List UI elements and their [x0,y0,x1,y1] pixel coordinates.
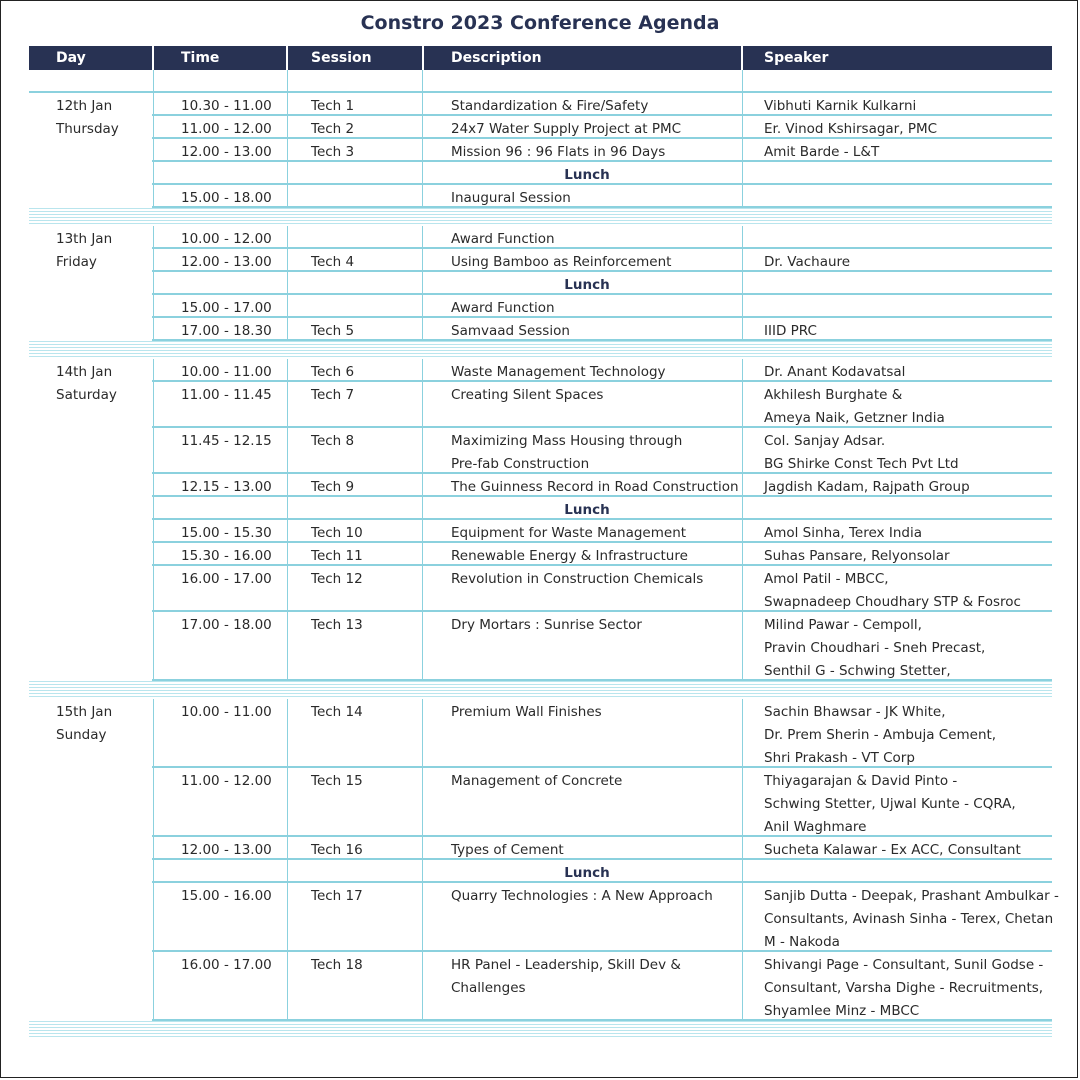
speaker-cell-line: Senthil G - Schwing Stetter, [764,663,951,679]
table-row [29,952,1052,1021]
lunch-row [29,497,1052,520]
description-cell [451,95,648,118]
speaker-cell [764,545,950,568]
lunch-label: Lunch [564,865,610,881]
description-cell-line: Inaugural Session [451,190,571,206]
description-cell-line: Equipment for Waste Management [451,525,687,541]
speaker-cell-line: Amit Barde - L&T [764,144,880,160]
description-cell-line: Using Bamboo as Reinforcement [451,254,672,270]
time-cell: 16.00 - 17.00 [181,957,272,973]
description-cell [451,118,681,141]
speaker-cell-line: Col. Sanjay Adsar. [764,433,886,449]
description-cell-line: Types of Cement [451,842,564,858]
time-cell: 17.00 - 18.00 [181,617,272,633]
table-row [29,543,1052,566]
time-cell: 11.00 - 11.45 [181,387,272,403]
session-cell: Tech 7 [311,387,355,403]
speaker-cell [764,384,945,430]
time-cell: 10.00 - 11.00 [181,704,272,720]
session-cell: Tech 3 [311,144,355,160]
table-row [29,382,1052,428]
table-row [29,295,1052,318]
lunch-label: Lunch [564,502,610,518]
speaker-cell [764,614,985,683]
time-cell: 11.00 - 12.00 [181,773,272,789]
description-cell [451,251,671,274]
description-cell-line: Award Function [451,300,555,316]
time-cell: 12.00 - 13.00 [181,842,272,858]
time-cell: 11.00 - 12.00 [181,121,272,137]
speaker-cell-line: Consultant, Varsha Dighe - Recruitments, [764,980,1044,996]
speaker-cell [764,839,1021,862]
speaker-cell-line: Dr. Vachaure [764,254,851,270]
time-cell: 10.00 - 11.00 [181,364,272,380]
speaker-cell-line: Er. Vinod Kshirsagar, PMC [764,121,938,137]
table-row [29,612,1052,681]
description-cell [451,954,681,1000]
day-weekday: Sunday [56,727,107,743]
day-separator [29,341,1052,359]
day-cell [29,95,153,141]
speaker-cell-line: Sucheta Kalawar - Ex ACC, Consultant [764,842,1021,858]
speaker-cell-line: Shyamlee Minz - MBCC [764,1003,920,1019]
speaker-cell-line: Anil Waghmare [764,819,867,835]
description-cell [451,701,602,724]
description-cell [451,476,739,499]
description-cell-line: The Guinness Record in Road Construction [451,479,739,495]
session-cell: Tech 18 [311,957,363,973]
table-row [29,428,1052,474]
speaker-cell [764,95,916,118]
description-cell [451,545,688,568]
table-row [29,318,1052,341]
day-weekday: Friday [56,254,97,270]
day-group [29,699,1059,1021]
description-cell [451,320,570,343]
session-cell: Tech 14 [311,704,363,720]
speaker-cell-line: Jagdish Kadam, Rajpath Group [764,479,970,495]
speaker-cell-line: Thiyagarajan & David Pinto - [764,773,958,789]
speaker-cell [764,568,1021,614]
time-cell: 15.00 - 16.00 [181,888,272,904]
description-cell [451,228,555,251]
lunch-label: Lunch [564,277,610,293]
day-cell [29,361,153,407]
day-weekday: Saturday [56,387,117,403]
session-cell: Tech 12 [311,571,363,587]
speaker-cell [764,118,937,141]
lunch-row [29,162,1052,185]
time-cell: 10.30 - 11.00 [181,98,272,114]
table-row [29,520,1052,543]
day-date: 15th Jan [56,704,113,720]
table-row [29,566,1052,612]
description-cell-line: Award Function [451,231,555,247]
time-cell: 15.30 - 16.00 [181,548,272,564]
session-cell: Tech 5 [311,323,355,339]
speaker-cell [764,701,996,770]
description-cell [451,885,713,908]
speaker-cell [764,251,850,274]
speaker-cell-line: IIID PRC [764,323,817,339]
speaker-cell-line: Amol Sinha, Terex India [764,525,922,541]
description-cell-line: Pre-fab Construction [451,456,590,472]
speaker-cell [764,954,1043,1023]
session-cell: Tech 15 [311,773,363,789]
description-cell-line: Challenges [451,980,526,996]
description-cell [451,568,703,591]
speaker-cell-line: BG Shirke Const Tech Pvt Ltd [764,456,959,472]
table-row [29,249,1052,272]
page-title: Constro 2023 Conference Agenda [360,12,720,34]
description-cell-line: Dry Mortars : Sunrise Sector [451,617,642,633]
speaker-cell-line: Swapnadeep Choudhary STP & Fosroc [764,594,1021,610]
description-cell [451,430,682,476]
speaker-cell-line: Shri Prakash - VT Corp [764,750,915,766]
speaker-cell-line: Suhas Pansare, Relyonsolar [764,548,950,564]
speaker-cell-line: Vibhuti Karnik Kulkarni [764,98,917,114]
header-description: Description [451,50,542,66]
speaker-cell [764,430,959,476]
speaker-cell-line: Pravin Choudhari - Sneh Precast, [764,640,986,656]
table-row [29,139,1052,162]
speaker-cell-line: Dr. Anant Kodavatsal [764,364,906,380]
time-cell: 15.00 - 17.00 [181,300,272,316]
description-cell-line: Standardization & Fire/Safety [451,98,649,114]
table-row [29,116,1052,139]
speaker-cell-line: Schwing Stetter, Ujwal Kunte - CQRA, [764,796,1016,812]
session-cell: Tech 11 [311,548,363,564]
table-row [29,226,1052,249]
time-cell: 11.45 - 12.15 [181,433,272,449]
speaker-cell [764,770,1016,839]
table-row [29,93,1052,116]
day-separator [29,208,1052,226]
description-cell [451,384,603,407]
description-cell [451,839,564,862]
day-date: 12th Jan [56,98,113,114]
session-cell: Tech 2 [311,121,355,137]
session-cell: Tech 17 [311,888,363,904]
table-body [29,70,1059,1039]
speaker-cell-line: Akhilesh Burghate & [764,387,903,403]
description-cell-line: Renewable Energy & Infrastructure [451,548,688,564]
time-cell: 15.00 - 18.00 [181,190,272,206]
speaker-cell-line: Milind Pawar - Cempoll, [764,617,922,633]
time-cell: 10.00 - 12.00 [181,231,272,247]
lunch-row [29,860,1052,883]
description-cell-line: Creating Silent Spaces [451,387,604,403]
day-separator [29,681,1052,699]
table-row [29,474,1052,497]
speaker-cell [764,476,970,499]
session-cell: Tech 13 [311,617,363,633]
day-cell [29,701,153,747]
session-cell: Tech 16 [311,842,363,858]
table-row [29,699,1052,768]
time-cell: 12.15 - 13.00 [181,479,272,495]
description-cell-line: Management of Concrete [451,773,623,789]
description-cell [451,297,555,320]
time-cell: 17.00 - 18.30 [181,323,272,339]
table-row [29,883,1059,952]
speaker-cell-line: Ameya Naik, Getzner India [764,410,945,426]
description-cell-line: Quarry Technologies : A New Approach [451,888,713,904]
session-cell: Tech 8 [311,433,355,449]
day-group [29,359,1052,681]
time-cell: 16.00 - 17.00 [181,571,272,587]
header-session: Session [311,50,372,66]
description-cell [451,141,665,164]
header-speaker: Speaker [764,50,829,66]
speaker-cell [764,141,879,164]
day-separator [29,1021,1052,1039]
speaker-cell [764,361,905,384]
speaker-cell-line: M - Nakoda [764,934,840,950]
description-cell-line: Revolution in Construction Chemicals [451,571,704,587]
description-cell [451,361,666,384]
table-header [29,46,1052,70]
spacer-row [29,70,1052,93]
lunch-label: Lunch [564,167,610,183]
time-cell: 12.00 - 13.00 [181,144,272,160]
day-date: 13th Jan [56,231,113,247]
speaker-cell-line: Dr. Prem Sherin - Ambuja Cement, [764,727,997,743]
description-cell-line: Waste Management Technology [451,364,666,380]
table-row [29,185,1052,208]
speaker-cell-line: Amol Patil - MBCC, [764,571,889,587]
description-cell [451,614,642,637]
table-row [29,768,1052,837]
speaker-cell-line: Shivangi Page - Consultant, Sunil Godse - [764,957,1044,973]
speaker-cell [764,320,817,343]
day-cell [29,228,153,274]
speaker-cell-line: Consultants, Avinash Sinha - Terex, Chetan [764,911,1054,927]
table-row [29,837,1052,860]
description-cell [451,522,686,545]
agenda-table [29,46,1059,1039]
description-cell-line: Premium Wall Finishes [451,704,602,720]
session-cell: Tech 10 [311,525,363,541]
description-cell-line: Mission 96 : 96 Flats in 96 Days [451,144,666,160]
header-time: Time [181,50,220,66]
speaker-cell-line: Sanjib Dutta - Deepak, Prashant Ambulkar - [764,888,1059,904]
description-cell [451,187,571,210]
session-cell: Tech 9 [311,479,355,495]
speaker-cell [764,522,922,545]
day-group [29,93,1052,208]
description-cell-line: HR Panel - Leadership, Skill Dev & [451,957,681,973]
session-cell: Tech 6 [311,364,355,380]
header-day: Day [56,50,86,66]
description-cell-line: Samvaad Session [451,323,570,339]
speaker-cell-line: Sachin Bhawsar - JK White, [764,704,946,720]
session-cell: Tech 1 [311,98,355,114]
session-cell: Tech 4 [311,254,355,270]
day-group [29,226,1052,341]
description-cell-line: 24x7 Water Supply Project at PMC [451,121,682,137]
lunch-row [29,272,1052,295]
time-cell: 15.00 - 15.30 [181,525,272,541]
description-cell [451,770,622,793]
description-cell-line: Maximizing Mass Housing through [451,433,683,449]
day-date: 14th Jan [56,364,113,380]
table-row [29,359,1052,382]
speaker-cell [764,885,1059,954]
time-cell: 12.00 - 13.00 [181,254,272,270]
day-weekday: Thursday [56,121,119,137]
